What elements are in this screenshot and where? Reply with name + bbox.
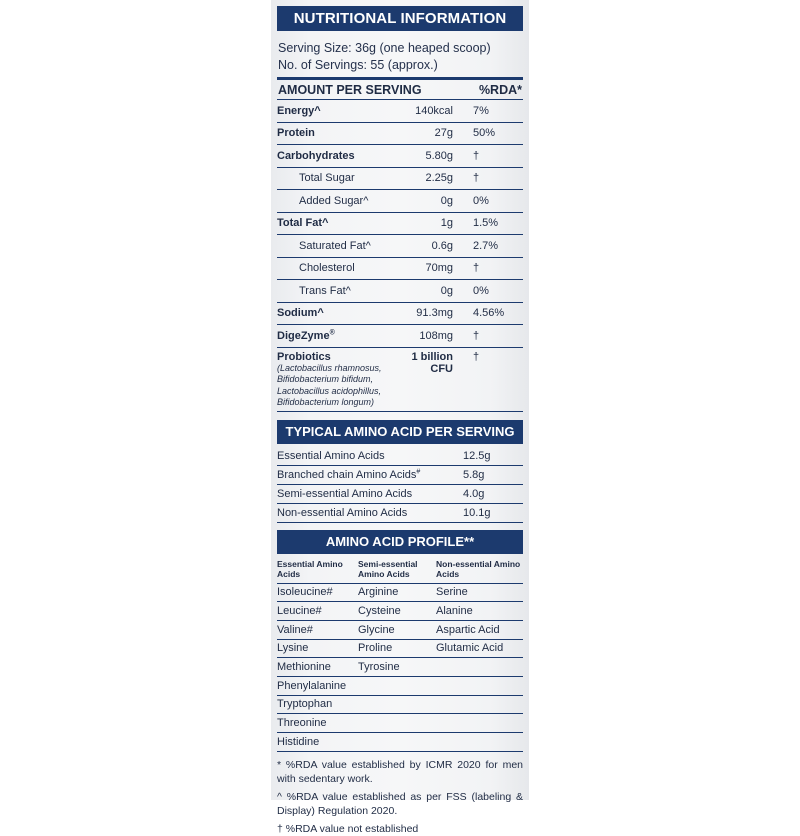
amino-name-text: Semi-essential Amino Acids <box>277 487 413 500</box>
amino-name <box>277 507 463 519</box>
amino-title: TYPICAL AMINO ACID PER SERVING <box>277 420 523 444</box>
nutrient-name-text: Protein <box>277 127 315 140</box>
profile-cell: Aspartic Acid <box>436 623 500 636</box>
nutrient-rda: 50% <box>473 127 496 140</box>
profile-header-non-essential: Non-essential Amino Acids <box>436 558 521 579</box>
divider <box>277 751 523 752</box>
nutrient-amount: 1 billion CFU <box>411 350 453 375</box>
nutrient-rda: 1.5% <box>473 217 499 230</box>
nutrient-table <box>277 99 523 411</box>
nutrient-rda: † <box>473 149 480 162</box>
profile-cell: Serine <box>436 586 468 599</box>
nutrient-name <box>277 195 403 207</box>
profile-cell: Cysteine <box>358 605 401 618</box>
nutrient-row <box>277 302 523 325</box>
profile-cell: Histidine <box>277 735 320 748</box>
amino-name <box>277 450 463 462</box>
amino-name-text: Branched chain Amino Acids <box>277 468 417 481</box>
amount-per-serving-label: AMOUNT PER SERVING <box>278 82 422 97</box>
profile-row <box>277 695 523 714</box>
nutrient-name <box>277 285 403 297</box>
nutrient-row <box>277 144 523 167</box>
nutrient-row <box>277 257 523 280</box>
nutrient-amount: 27g <box>434 127 453 140</box>
nutrient-amount: 0.6g <box>431 239 453 252</box>
nutrient-rda: 0% <box>473 194 489 207</box>
nutrition-label <box>277 6 523 836</box>
profile-cell: Lysine <box>277 642 309 655</box>
nutrient-rda: 0% <box>473 284 489 297</box>
nutrient-amount: 1g <box>440 217 453 230</box>
nutrient-name-text: Carbohydrates <box>277 149 355 162</box>
rda-label: %RDA* <box>478 82 522 97</box>
nutrient-row <box>277 122 523 145</box>
serving-size: Serving Size: 36g (one heaped scoop) <box>278 41 491 55</box>
nutrient-row <box>277 167 523 190</box>
nutrient-amount: 5.80g <box>425 149 453 162</box>
probiotic-strains: (Lactobacillus rhamnosus, Bifidobacterium bifidum, Lactobacillus acidophillus, Bifidobacterium longum) <box>277 362 382 407</box>
nutrient-name-text: Sodium^ <box>277 307 324 320</box>
nutrient-amount: 0g <box>440 194 453 207</box>
nutrient-name <box>277 330 403 342</box>
nutrient-row <box>277 99 523 122</box>
nutrient-row <box>277 234 523 257</box>
nutrient-name-text: Probiotics <box>277 350 331 363</box>
nutrient-name <box>277 127 403 139</box>
profile-cell: Phenylalanine <box>277 679 347 692</box>
profile-cell: Arginine <box>358 586 399 599</box>
nutrient-name <box>277 150 403 162</box>
amino-amount: 12.5g <box>463 449 491 462</box>
profile-cell: Glutamic Acid <box>436 642 504 655</box>
nutrient-row <box>277 189 523 212</box>
nutrient-rda: † <box>473 350 480 363</box>
nutrient-amount: 70mg <box>425 262 453 275</box>
nutrition-title: NUTRITIONAL INFORMATION <box>277 6 523 31</box>
profile-cell: Isoleucine# <box>277 586 333 599</box>
footnote-fss: ^ %RDA value established as per FSS (labeling & Display) Regulation 2020. <box>277 790 523 817</box>
nutrient-rda: 2.7% <box>473 239 499 252</box>
profile-header-essential: Essential Amino Acids <box>277 558 343 579</box>
nutrient-name-text: Trans Fat^ <box>299 284 351 297</box>
amino-name-text: Non-essential Amino Acids <box>277 506 408 519</box>
amino-name <box>277 488 463 500</box>
profile-cell: Alanine <box>436 605 473 618</box>
nutrient-rda: † <box>473 172 480 185</box>
nutrient-amount: 91.3mg <box>416 307 453 320</box>
amino-amount: 10.1g <box>463 506 491 519</box>
nutrient-row <box>277 324 523 347</box>
bcaa-mark: # <box>416 467 421 475</box>
profile-row <box>277 676 523 695</box>
amino-row <box>277 503 523 522</box>
nutrient-amount: 140kcal <box>415 104 453 117</box>
nutrient-row <box>277 347 523 411</box>
profile-cell: Threonine <box>277 717 327 730</box>
amino-name <box>277 469 463 481</box>
amount-header <box>277 80 523 99</box>
profile-header <box>277 554 523 583</box>
amino-row <box>277 447 523 465</box>
profile-row <box>277 713 523 732</box>
footnote-not-established: † %RDA value not established <box>277 822 419 835</box>
nutrient-row <box>277 212 523 235</box>
trademark-mark: ® <box>329 329 335 337</box>
nutrient-name-text: Total Sugar <box>299 172 355 185</box>
nutrient-name <box>277 351 403 409</box>
nutrient-row <box>277 279 523 302</box>
nutrient-rda: 7% <box>473 104 489 117</box>
nutrient-name <box>277 105 403 117</box>
amino-row <box>277 484 523 503</box>
nutrient-name <box>277 172 403 184</box>
nutrient-name-text: Saturated Fat^ <box>299 239 371 252</box>
nutrient-name <box>277 240 403 252</box>
nutrient-name-text: Total Fat^ <box>277 217 329 230</box>
nutrient-name <box>277 307 403 319</box>
profile-cell: Tryptophan <box>277 698 333 711</box>
profile-row <box>277 657 523 676</box>
nutrient-amount: 2.25g <box>425 172 453 185</box>
nutrient-name-text: Energy^ <box>277 104 321 117</box>
amino-name-text: Essential Amino Acids <box>277 449 385 462</box>
profile-cell: Methionine <box>277 661 331 674</box>
profile-cell: Leucine# <box>277 605 322 618</box>
nutrient-name <box>277 262 403 274</box>
profile-cell: Proline <box>358 642 393 655</box>
profile-cell: Tyrosine <box>358 661 400 674</box>
profile-row <box>277 639 523 658</box>
nutrient-name-text: Cholesterol <box>299 262 355 275</box>
nutrient-rda: † <box>473 262 480 275</box>
nutrition-label-panel <box>271 0 529 835</box>
profile-header-semi-essential: Semi-essential Amino Acids <box>358 558 418 579</box>
profile-row <box>277 583 523 602</box>
amino-row <box>277 465 523 484</box>
nutrient-rda: 4.56% <box>473 307 505 320</box>
profile-row <box>277 601 523 620</box>
nutrient-name <box>277 217 403 229</box>
amino-table <box>277 447 523 522</box>
nutrient-name-text: Added Sugar^ <box>299 194 369 207</box>
nutrient-amount: 108mg <box>419 329 453 342</box>
nutrient-amount: 0g <box>440 284 453 297</box>
profile-table <box>277 583 523 751</box>
footnote-icmr: * %RDA value established by ICMR 2020 for men with sedentary work. <box>277 758 523 785</box>
nutrient-name-text: DigeZyme <box>277 329 330 342</box>
servings-count: No. of Servings: 55 (approx.) <box>278 58 438 72</box>
nutrient-rda: † <box>473 329 480 342</box>
amino-amount: 4.0g <box>463 487 485 500</box>
profile-row <box>277 620 523 639</box>
profile-cell: Valine# <box>277 623 313 636</box>
profile-cell: Glycine <box>358 623 395 636</box>
amino-amount: 5.8g <box>463 468 485 481</box>
profile-title: AMINO ACID PROFILE** <box>277 530 523 554</box>
profile-row <box>277 732 523 751</box>
